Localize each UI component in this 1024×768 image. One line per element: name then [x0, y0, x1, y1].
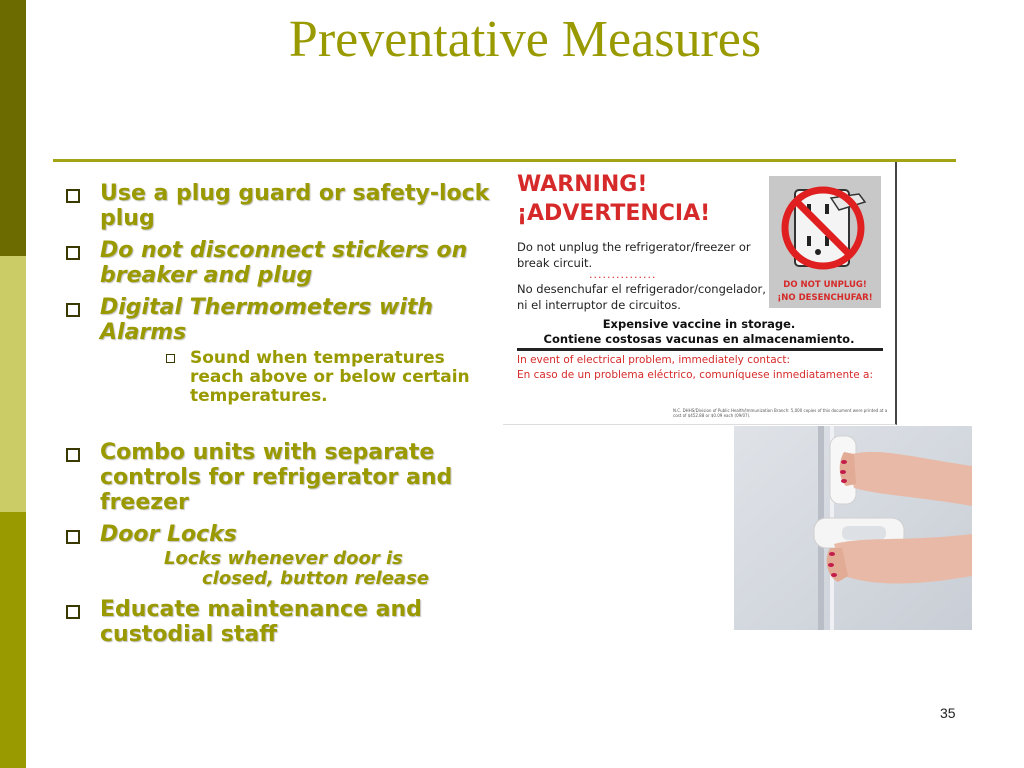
accent-bar-middle: [0, 256, 26, 512]
vaccine-notice-spanish: Contiene costosas vacunas en almacenamiento.: [543, 332, 855, 346]
outlet-prohibited-icon: [769, 176, 881, 280]
contact-text-spanish: En caso de un problema eléctrico, comuníquese inmediatamente a:: [517, 369, 873, 381]
bullet-item: [62, 597, 502, 647]
bullet-list: [62, 181, 502, 654]
bullet-item: [62, 181, 502, 231]
bullet-item: [62, 295, 502, 345]
dotted-separator: ...............: [589, 268, 657, 281]
sign-divider: [517, 348, 883, 351]
sub-bullet-item: [62, 349, 502, 406]
page-number: 35: [940, 705, 956, 721]
bullet-item: [62, 440, 502, 515]
hands-door-lock-illustration: [734, 426, 972, 630]
accent-bar-bottom: [0, 512, 26, 768]
fine-print: N.C. DHHS/Division of Public Health/Immunization Branch: 5,000 copies of this document were printed at a cost of $452.88 or $0.09 each (09/07).: [673, 408, 888, 418]
square-bullet-icon: [66, 605, 80, 619]
warning-text-spanish: No desenchufar el refrigerador/congelador, ni el interruptor de circuitos.: [517, 282, 766, 312]
bullet-item: [62, 522, 502, 547]
square-bullet-icon: [66, 189, 80, 203]
warning-text: Do not unplug the refrigerator/freezer or break circuit.: [517, 240, 751, 270]
contact-text: In event of electrical problem, immediately contact:: [517, 354, 791, 366]
warning-heading: WARNING!: [517, 172, 648, 197]
door-lock-photo: [734, 426, 972, 630]
square-bullet-icon: [66, 246, 80, 260]
square-bullet-icon: [66, 303, 80, 317]
warning-sign-image: [503, 162, 897, 425]
vaccine-notice: Expensive vaccine in storage.: [602, 317, 796, 331]
left-accent-bar: [0, 0, 26, 768]
bullet-text: Door Locks: [100, 522, 237, 547]
square-bullet-icon: [66, 530, 80, 544]
picture-label: DO NOT UNPLUG!: [783, 280, 867, 290]
sub-text-line: Locks whenever door is: [164, 548, 403, 569]
bullet-text: Combo units with separate controls for refrigerator and freezer: [100, 440, 453, 515]
bullet-text: Digital Thermometers with Alarms: [100, 295, 434, 345]
slide-title: Preventative Measures: [288, 11, 762, 68]
bullet-item: [62, 238, 502, 288]
sub-text: [62, 549, 502, 589]
square-bullet-icon: [66, 448, 80, 462]
warning-heading-spanish: ¡ADVERTENCIA!: [517, 201, 711, 226]
no-unplug-picture: [769, 176, 881, 308]
bullet-text: Use a plug guard or safety-lock plug: [100, 181, 490, 231]
bullet-text: Do not disconnect stickers on breaker and plug: [100, 238, 468, 288]
sub-bullet-text: Sound when temperatures reach above or below certain temperatures.: [190, 348, 470, 406]
sub-text-line: closed, button release: [202, 568, 430, 589]
accent-bar-top: [0, 0, 26, 256]
bullet-text: Educate maintenance and custodial staff: [100, 597, 422, 647]
square-bullet-icon: [166, 354, 175, 363]
picture-label-spanish: ¡NO DESENCHUFAR!: [777, 293, 873, 303]
